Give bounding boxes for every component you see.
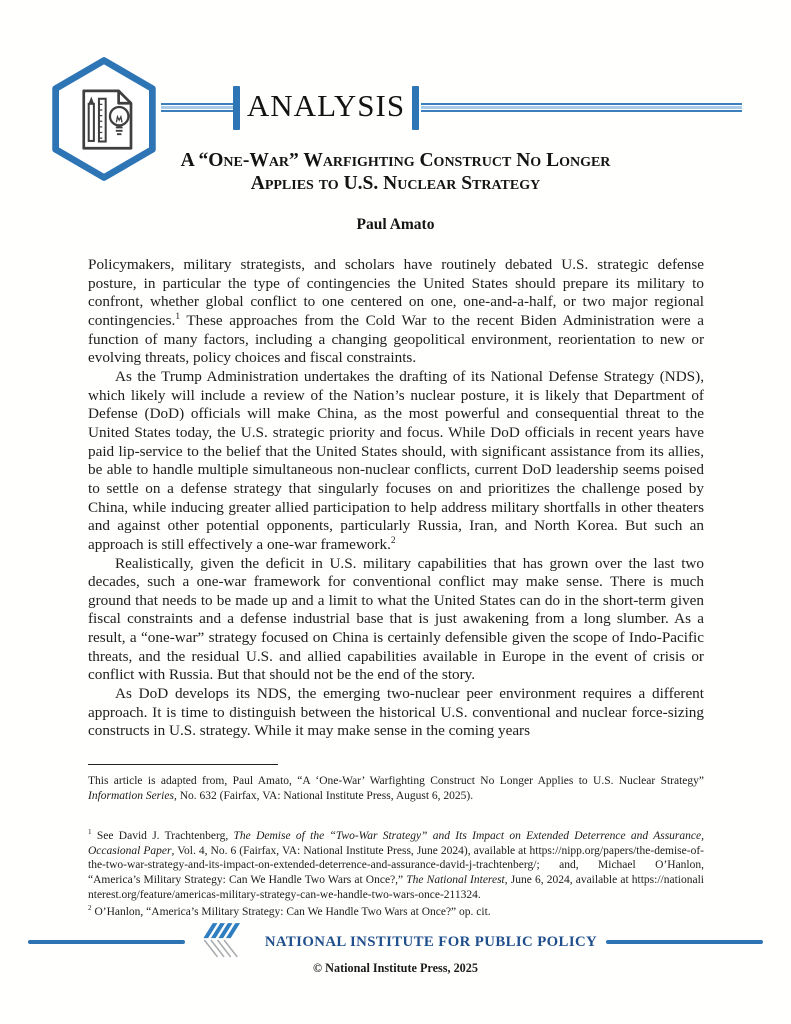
footnote-work-title: The Demise of the “Two-War Strategy” and Its Impact on Extended Deterrence and Assurance, Occasional Paper	[88, 830, 704, 857]
footnote-text: O’Hanlon, “America’s Military Strategy: Can We Handle Two Wars at Once?” op. cit.	[91, 906, 491, 919]
attribution-text: This article is adapted from, Paul Amato, “A ‘One-War’ Warfighting Construct No Longer Applies to U.S. Nuclear Strategy”	[88, 775, 704, 787]
footnote-ref-2: 2	[390, 535, 396, 546]
banner-bar-right	[412, 86, 419, 130]
footnote-text: ; and, Michael O’Hanlon, “America’s Military Strategy: Can We Handle Two Wars at Once?,”	[88, 859, 704, 886]
paragraph-text: These approaches from the Cold War to the recent Biden Administration were a function of many factors, including a changing geopolitical environment, reorientation to new or evolving threats, policy choices and fiscal constraints.	[88, 311, 704, 367]
footnote-separator	[88, 764, 278, 765]
banner-bar-left	[233, 86, 240, 130]
banner-label: ANALYSIS	[246, 88, 406, 123]
footnotes-section	[88, 764, 704, 923]
footer-rule-left	[28, 940, 185, 944]
footnote-text: .	[477, 888, 481, 901]
paragraph-4: As DoD develops its NDS, the emerging two-nuclear peer environment requires a different approach. It is time to distinguish between the historical U.S. conventional and nuclear force-sizing constructs in U.S. strategy. While it may make sense in the coming years	[88, 685, 704, 740]
article-title	[0, 149, 791, 195]
attribution-series-title: Information Series	[88, 789, 174, 802]
article-title-line2: Applies to U.S. Nuclear Strategy	[250, 173, 541, 194]
paragraph-text: Policymakers, military strategists, and scholars have routinely debated U.S. strategic defense posture, in particular the type of contingencies the United States should prepare its military to confront, whether global conflict to one centered on one, one-and-a-half, or two major regional contingencies.	[88, 256, 704, 329]
paragraph-text: As the Trump Administration undertakes the drafting of its National Defense Strategy (NDS), which likely will include a review of the Nation’s nuclear posture, it is likely that Department of Defense (DoD) officials will make China, as the most powerful and consequential threat to the United States today, the U.S. strategic priority and focus. While DoD officials in recent years have paid lip-service to the belief that the United States should, with significant assistance from its allies, be able to handle multiple simultaneous non-nuclear conflicts, current DoD leadership seems poised to settle on a defense strategy that singularly focuses on and prioritizes the challenge posed by China, while inducing greater allied participation to help address military shortfalls in other theaters and against other potential opponents, particularly Russia, Iran, and North Korea. But such an approach is still effectively a one-war framework.	[88, 367, 704, 553]
footnote-2	[88, 905, 704, 920]
footnote-2-marker: 2	[88, 904, 92, 913]
footnote-journal-title: The National Interest	[406, 873, 505, 886]
paragraph-2	[88, 368, 704, 555]
paragraph-1	[88, 256, 704, 368]
footnote-text: , Vol. 4, No. 6 (Fairfax, VA: National Institute Press, June 2024), available at	[171, 844, 530, 857]
nipp-stripes-logo-svg	[194, 920, 256, 960]
footnote-link[interactable]: https://nationalinterest.org/feature/americas-military-strategy-can-we-handle-two-wars-once-211324	[88, 873, 704, 901]
paragraph-3: Realistically, given the deficit in U.S. military capabilities that has grown over the last two decades, such a one-war framework for conventional conflict may make sense. There is much ground that needs to be made up and a limit to what the United States can do in the short-term given fiscal constraints and a defense industrial base that is just awakening from a long slumber. As a result, a “one-war” strategy focused on China is certainly defensible given the scope of Indo-Pacific threats, and the residual U.S. and allied capabilities available in Europe in the event of crisis or conflict with Russia. But that should not be the end of the story.	[88, 554, 704, 684]
article-title-line1: A “One-War” Warfighting Construct No Longer	[180, 150, 611, 171]
footnote-1-marker: 1	[88, 828, 92, 837]
nipp-stripes-logo	[194, 920, 256, 965]
attribution-text: , No. 632 (Fairfax, VA: National Institute Press, August 6, 2025).	[173, 789, 474, 802]
copyright-line: © National Institute Press, 2025	[313, 961, 478, 975]
footnote-ref-1: 1	[175, 311, 181, 322]
banner-line-right	[421, 103, 742, 112]
footnote-text: , June 6, 2024, available at	[504, 873, 632, 886]
footnote-text: See David J. Trachtenberg,	[91, 830, 234, 843]
attribution-note	[88, 774, 704, 803]
footnote-1	[88, 829, 704, 902]
article-author: Paul Amato	[356, 216, 435, 233]
footer-organization-name: NATIONAL INSTITUTE FOR PUBLIC POLICY	[264, 933, 598, 950]
footer-banner	[0, 922, 791, 962]
footer-rule-right	[606, 940, 763, 944]
article-body	[88, 256, 704, 741]
footnote-link[interactable]: https://nipp.org/papers/the-demise-of-the-two-war-strategy-and-its-impact-on-extended-deterrence-and-assurance-david-j-trachtenberg/	[88, 844, 705, 872]
banner-line-left	[161, 103, 235, 112]
